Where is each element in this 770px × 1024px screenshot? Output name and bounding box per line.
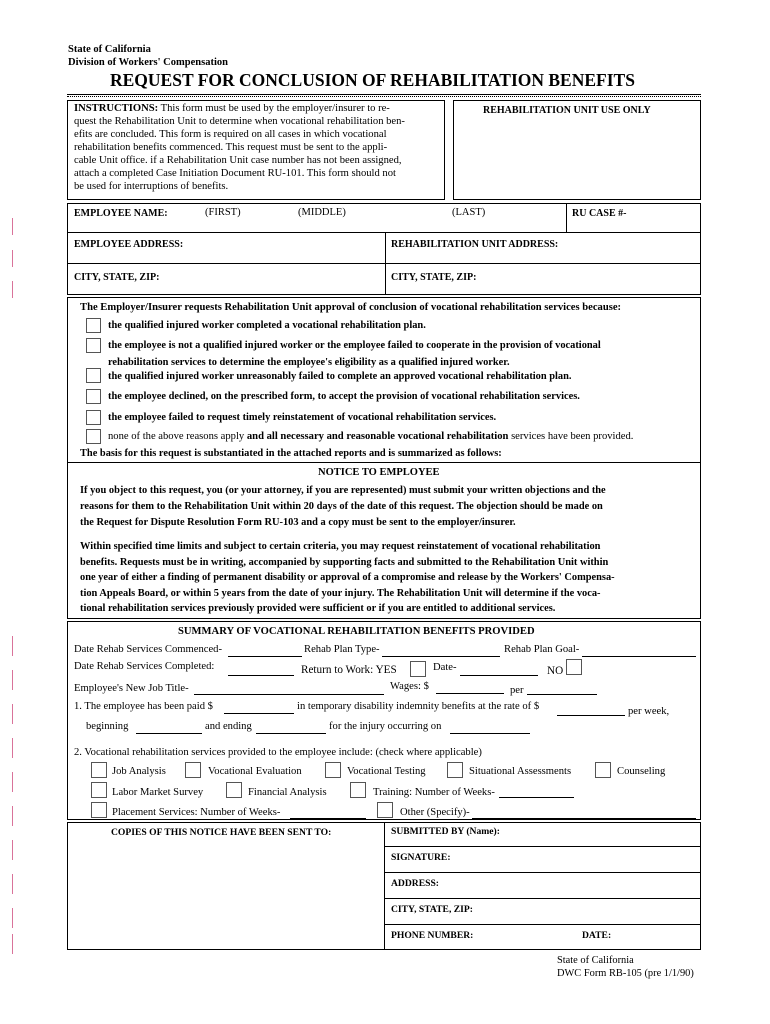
copies-label: COPIES OF THIS NOTICE HAVE BEEN SENT TO:	[111, 827, 332, 838]
wages-per-field[interactable]	[527, 694, 597, 695]
completed-label: Date Rehab Services Completed:	[74, 661, 215, 672]
title-rule	[67, 94, 701, 95]
paid-label: 1. The employee has been paid $	[74, 701, 213, 712]
return-date-field[interactable]	[460, 675, 538, 676]
instructions-text	[74, 102, 442, 193]
placement-checkbox[interactable]	[91, 802, 107, 818]
instructions-line: This form must be used by the employer/insurer to re-	[160, 103, 390, 114]
financial-analysis-label: Financial Analysis	[248, 787, 327, 798]
return-to-work-label: Return to Work: YES	[301, 664, 397, 676]
margin-mark	[12, 636, 13, 656]
temp-disability-label: in temporary disability indemnity benefits at the rate of $	[297, 701, 540, 712]
reason-6-checkbox[interactable]	[86, 429, 101, 444]
situational-assessments-label: Situational Assessments	[469, 766, 572, 777]
ru-use-only-label: REHABILITATION UNIT USE ONLY	[483, 105, 651, 116]
footer-form-number: DWC Form RB-105 (pre 1/1/90)	[557, 968, 694, 979]
footer-state: State of California	[557, 955, 634, 966]
notice-line: If you object to this request, you (or your attorney, if you are represented) must submit your written objections and the	[80, 485, 606, 496]
city-state-zip-label: CITY, STATE, ZIP:	[391, 904, 473, 915]
counseling-label: Counseling	[617, 766, 666, 777]
counseling-checkbox[interactable]	[595, 762, 611, 778]
return-no-checkbox[interactable]	[566, 659, 582, 675]
plan-goal-field[interactable]	[582, 656, 696, 657]
margin-mark	[12, 738, 13, 758]
margin-mark	[12, 250, 13, 267]
reason-3-label: the qualified injured worker unreasonably failed to complete an approved vocational rehabilitation plan.	[108, 371, 572, 382]
ending-label: and ending	[205, 721, 252, 732]
phone-label: PHONE NUMBER:	[391, 930, 474, 941]
ru-case-label: RU CASE #-	[572, 208, 627, 219]
instructions-line: attach a completed Case Initiation Document RU-101. This form should not	[74, 168, 396, 179]
col-divider	[385, 232, 386, 295]
margin-mark	[12, 934, 13, 954]
row-divider	[384, 872, 701, 873]
header-division: Division of Workers' Compensation	[68, 57, 228, 68]
address-label: ADDRESS:	[391, 878, 439, 889]
reason-2-label-cont: rehabilitation services to determine the employee's eligibility as a qualified injured worker.	[108, 357, 510, 368]
notice-title: NOTICE TO EMPLOYEE	[318, 467, 440, 478]
vocational-testing-checkbox[interactable]	[325, 762, 341, 778]
notice-line: Within specified time limits and subject to certain criteria, you may request reinstatement of vocational rehabilitation	[80, 541, 601, 552]
summary-title: SUMMARY OF VOCATIONAL REHABILITATION BENEFITS PROVIDED	[178, 626, 535, 637]
instructions-line: be used for interruptions of benefits.	[74, 181, 229, 192]
date-label: DATE:	[582, 930, 612, 941]
placement-weeks-field[interactable]	[290, 818, 366, 819]
services-intro: 2. Vocational rehabilitation services provided to the employee include: (check where applicable)	[74, 747, 482, 758]
notice-paragraph-2	[80, 539, 695, 617]
reason-4-checkbox[interactable]	[86, 389, 101, 404]
middle-label: (MIDDLE)	[298, 207, 346, 218]
basis-text: The basis for this request is substantiated in the attached reports and is summarized as follows:	[80, 448, 502, 459]
commenced-label: Date Rehab Services Commenced-	[74, 644, 222, 655]
margin-mark	[12, 840, 13, 860]
paid-field[interactable]	[224, 713, 294, 714]
reason-2-label: the employee is not a qualified injured worker or the employee failed to cooperate in the provision of vocational	[108, 340, 601, 351]
commenced-field[interactable]	[228, 656, 302, 657]
reasons-intro: The Employer/Insurer requests Rehabilitation Unit approval of conclusion of vocational rehabilitation services because:	[80, 302, 622, 313]
notice-line: benefits. Requests must be in writing, accompanied by supporting facts and submitted to the Rehabilitation Unit within	[80, 556, 609, 568]
margin-mark	[12, 772, 13, 792]
margin-mark	[12, 874, 13, 894]
reason-6-label	[108, 432, 633, 443]
placement-label: Placement Services: Number of Weeks-	[112, 807, 281, 818]
other-checkbox[interactable]	[377, 802, 393, 818]
section-divider	[67, 462, 701, 463]
job-analysis-label: Job Analysis	[112, 766, 166, 777]
reason-5-label: the employee failed to request timely reinstatement of vocational rehabilitation services.	[108, 412, 497, 423]
submitted-by-label: SUBMITTED BY (Name):	[391, 826, 500, 837]
last-label: (LAST)	[452, 207, 486, 218]
training-weeks-field[interactable]	[499, 797, 574, 798]
labor-market-checkbox[interactable]	[91, 782, 107, 798]
return-date-label: Date-	[433, 662, 457, 673]
employee-name-label: EMPLOYEE NAME:	[74, 208, 168, 219]
instructions-line: cable Unit office. if a Rehabilitation Unit case number has not been assigned,	[74, 155, 402, 166]
title-rule	[67, 96, 701, 97]
training-label: Training: Number of Weeks-	[373, 787, 495, 798]
vocational-testing-label: Vocational Testing	[347, 766, 426, 777]
employee-address-label: EMPLOYEE ADDRESS:	[74, 239, 184, 250]
situational-assessments-checkbox[interactable]	[447, 762, 463, 778]
plan-goal-label: Rehab Plan Goal-	[504, 644, 580, 655]
col-divider	[566, 203, 567, 232]
row-divider	[384, 898, 701, 899]
page-title: REQUEST FOR CONCLUSION OF REHABILITATION BENEFITS	[110, 70, 635, 90]
notice-line: tion Appeals Board, or within 5 years from the date of your injury. The Rehabilitation Unit will determine if the voca-	[80, 587, 601, 599]
margin-mark	[12, 704, 13, 724]
header-state: State of California	[68, 44, 151, 55]
wages-field[interactable]	[436, 693, 504, 694]
job-analysis-checkbox[interactable]	[91, 762, 107, 778]
instructions-line: efits are concluded. This form is required on all cases in which vocational	[74, 129, 387, 140]
per-week-label: per week,	[628, 706, 670, 717]
return-no-label: NO	[547, 665, 564, 677]
new-job-field[interactable]	[194, 694, 384, 695]
labor-market-label: Labor Market Survey	[112, 787, 204, 798]
other-specify-field[interactable]	[472, 818, 696, 819]
new-job-label: Employee's New Job Title-	[74, 683, 189, 694]
injury-label: for the injury occurring on	[329, 721, 442, 732]
first-label: (FIRST)	[205, 207, 241, 218]
reason-4-label: the employee declined, on the prescribed form, to accept the provision of vocational rehabilitation services.	[108, 391, 580, 402]
notice-line: reasons for them to the Rehabilitation Unit within 20 days of the date of this request. The objection should be made on	[80, 501, 603, 512]
signature-label: SIGNATURE:	[391, 852, 451, 863]
other-label: Other (Specify)-	[400, 807, 470, 818]
plan-type-field[interactable]	[382, 656, 500, 657]
ru-address-label: REHABILITATION UNIT ADDRESS:	[391, 239, 559, 250]
reason-2-checkbox[interactable]	[86, 338, 101, 353]
reason-6-text: none of the above reasons apply	[108, 431, 245, 442]
vocational-evaluation-label: Vocational Evaluation	[208, 766, 302, 777]
training-checkbox[interactable]	[350, 782, 366, 798]
ru-city-label: CITY, STATE, ZIP:	[391, 272, 477, 283]
margin-mark	[12, 281, 13, 298]
ending-field[interactable]	[256, 733, 326, 734]
notice-line: tional rehabilitation services previously provided were sufficient or if you are entitled to additional services.	[80, 603, 556, 615]
row-divider	[67, 232, 701, 233]
instructions-line: quest the Rehabilitation Unit to determine when vocational rehabilitation ben-	[74, 116, 405, 127]
vocational-evaluation-checkbox[interactable]	[185, 762, 201, 778]
col-divider	[384, 822, 385, 950]
reason-3-checkbox[interactable]	[86, 368, 101, 383]
row-divider	[384, 846, 701, 847]
instructions-label: INSTRUCTIONS:	[74, 103, 159, 114]
notice-line: the Request for Dispute Resolution Form RU-103 and a copy must be sent to the employer/insurer.	[80, 517, 516, 528]
return-yes-checkbox[interactable]	[410, 661, 426, 677]
reason-6-text-bold: and all necessary and reasonable vocational rehabilitation	[246, 431, 509, 442]
reason-6-text-end: services have been provided.	[511, 431, 634, 442]
wages-label: Wages: $	[390, 681, 429, 692]
plan-type-label: Rehab Plan Type-	[304, 644, 380, 655]
wages-per-label: per	[510, 685, 524, 696]
reason-1-checkbox[interactable]	[86, 318, 101, 333]
financial-analysis-checkbox[interactable]	[226, 782, 242, 798]
margin-mark	[12, 806, 13, 826]
row-divider	[67, 263, 701, 264]
injury-date-field[interactable]	[450, 733, 530, 734]
employee-city-label: CITY, STATE, ZIP:	[74, 272, 160, 283]
beginning-field[interactable]	[136, 733, 202, 734]
rate-field[interactable]	[557, 715, 625, 716]
beginning-label: beginning	[86, 721, 129, 732]
notice-paragraph-1	[80, 483, 695, 531]
reason-1-label: the qualified injured worker completed a vocational rehabilitation plan.	[108, 320, 426, 331]
margin-mark	[12, 218, 13, 235]
instructions-line: rehabilitation benefits commenced. This request must be sent to the appli-	[74, 142, 388, 153]
row-divider	[384, 924, 701, 925]
margin-mark	[12, 670, 13, 690]
notice-line: one year of either a finding of permanent disability or approval of a compromise and release by the Workers' Compensa-	[80, 572, 615, 584]
margin-mark	[12, 908, 13, 928]
reason-5-checkbox[interactable]	[86, 410, 101, 425]
completed-field[interactable]	[228, 675, 294, 676]
